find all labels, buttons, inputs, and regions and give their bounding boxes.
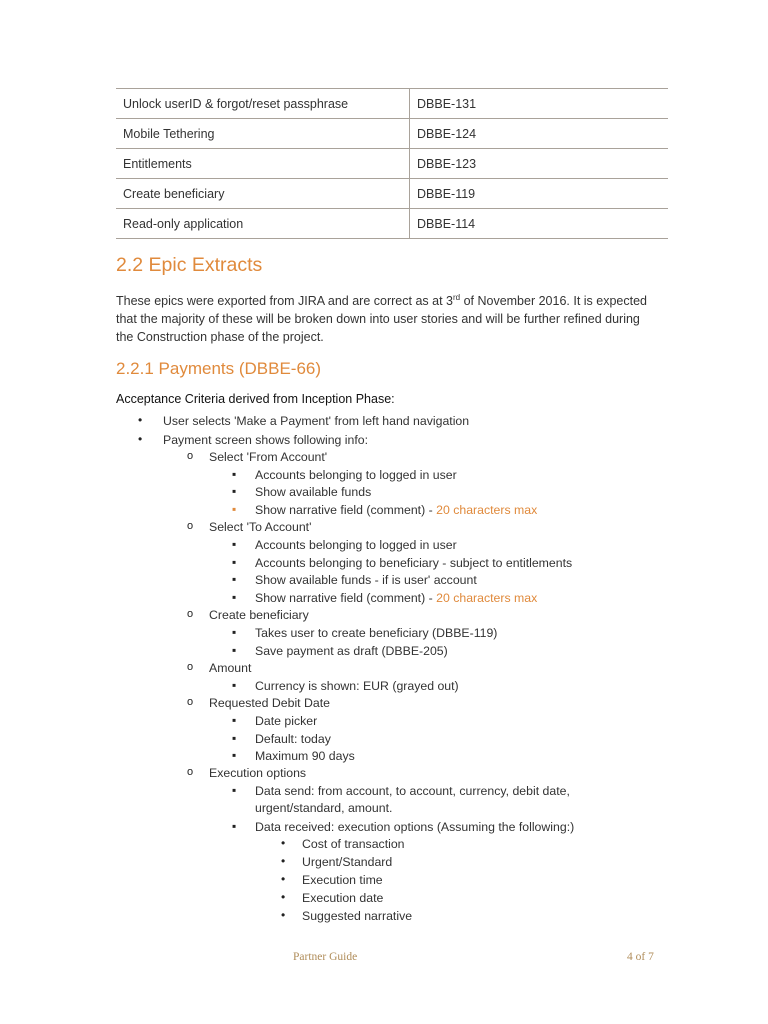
list-bullet xyxy=(232,731,236,745)
list-bullet xyxy=(281,890,285,904)
page-number: 4 of 7 xyxy=(627,951,654,963)
list-bullet xyxy=(232,555,236,569)
list-item: Show available funds xyxy=(255,485,372,499)
character-limit-note: 20 characters max xyxy=(436,503,538,517)
list-item: Select 'From Account' xyxy=(209,450,328,464)
list-bullet xyxy=(232,625,236,639)
list-item: Accounts belonging to logged in user xyxy=(255,538,457,552)
list-item: Urgent/Standard xyxy=(302,855,393,869)
epic-id-cell: DBBE-131 xyxy=(410,89,669,119)
list-bullet xyxy=(232,484,236,498)
table-row xyxy=(116,149,668,179)
epic-name-cell: Create beneficiary xyxy=(116,179,410,209)
subsection-heading: 2.2.1 Payments (DBBE-66) xyxy=(116,359,322,378)
epic-id-cell: DBBE-123 xyxy=(410,149,669,179)
list-bullet xyxy=(232,748,236,762)
list-bullet xyxy=(232,572,236,586)
epic-id-cell: DBBE-124 xyxy=(410,119,669,149)
epic-name-cell: Mobile Tethering xyxy=(116,119,410,149)
list-item: Takes user to create beneficiary (DBBE-119) xyxy=(255,626,498,640)
intro-text: These epics were exported from JIRA and are correct as at 3 xyxy=(116,294,453,308)
list-bullet xyxy=(187,766,193,778)
list-item: Data send: from account, to account, currency, debit date, xyxy=(255,784,570,798)
table-row xyxy=(116,179,668,209)
epic-name-cell: Read-only application xyxy=(116,209,410,239)
list-bullet xyxy=(232,713,236,727)
list-bullet xyxy=(281,854,285,868)
intro-superscript: rd xyxy=(452,292,461,302)
list-bullet xyxy=(232,590,236,604)
list-bullet xyxy=(187,661,193,673)
list-bullet xyxy=(281,908,285,922)
list-item: User selects 'Make a Payment' from left hand navigation xyxy=(163,414,470,428)
list-item: Date picker xyxy=(255,714,318,728)
character-limit-note: 20 characters max xyxy=(436,591,538,605)
list-bullet xyxy=(187,608,193,620)
list-item: Maximum 90 days xyxy=(255,749,355,763)
list-item: Default: today xyxy=(255,732,331,746)
list-bullet xyxy=(187,450,193,462)
list-item xyxy=(255,502,537,520)
list-item: Amount xyxy=(209,661,252,675)
list-bullet xyxy=(187,696,193,708)
list-item: Execution time xyxy=(302,873,383,887)
list-item: Show available funds - if is user' account xyxy=(255,573,477,587)
list-bullet xyxy=(232,783,236,797)
table-row xyxy=(116,119,668,149)
criteria-heading: Acceptance Criteria derived from Inception Phase: xyxy=(116,392,395,406)
list-item: Currency is shown: EUR (grayed out) xyxy=(255,679,459,693)
table-row xyxy=(116,209,668,239)
list-item: Create beneficiary xyxy=(209,608,309,622)
list-bullet xyxy=(281,872,285,886)
list-item: Save payment as draft (DBBE-205) xyxy=(255,644,448,658)
list-bullet xyxy=(187,520,193,532)
section-intro xyxy=(116,292,656,346)
list-item: Suggested narrative xyxy=(302,909,413,923)
epic-id-cell: DBBE-119 xyxy=(410,179,669,209)
list-bullet xyxy=(232,678,236,692)
list-bullet xyxy=(232,537,236,551)
list-bullet xyxy=(232,643,236,657)
list-bullet xyxy=(232,502,236,516)
list-item: Payment screen shows following info: xyxy=(163,433,369,447)
footer-title: Partner Guide xyxy=(293,951,358,963)
epic-name-cell: Entitlements xyxy=(116,149,410,179)
list-item xyxy=(255,590,537,608)
list-item-text: Show narrative field (comment) - xyxy=(255,591,437,605)
epic-id-cell: DBBE-114 xyxy=(410,209,669,239)
list-item: Requested Debit Date xyxy=(209,696,330,710)
list-item: Accounts belonging to logged in user xyxy=(255,468,457,482)
table-row xyxy=(116,89,668,119)
epic-name-cell: Unlock userID & forgot/reset passphrase xyxy=(116,89,410,119)
list-bullet xyxy=(138,432,142,446)
list-item: Cost of transaction xyxy=(302,837,405,851)
list-item: Select 'To Account' xyxy=(209,520,312,534)
list-bullet xyxy=(138,413,142,427)
list-bullet xyxy=(232,819,236,833)
list-item: Accounts belonging to beneficiary - subject to entitlements xyxy=(255,556,573,570)
list-item-text: Show narrative field (comment) - xyxy=(255,503,437,517)
section-heading: 2.2 Epic Extracts xyxy=(116,254,263,276)
intro-text-continued: of November 2016. It is expected that the majority of these will be broken down into user stories and will be further refined during the Construction phase of the project. xyxy=(116,294,648,344)
list-bullet xyxy=(281,836,285,850)
epic-table xyxy=(116,88,668,239)
list-item: Execution options xyxy=(209,766,307,780)
list-item-continuation: urgent/standard, amount. xyxy=(255,801,393,815)
list-bullet xyxy=(232,467,236,481)
list-item: Execution date xyxy=(302,891,384,905)
list-item: Data received: execution options (Assuming the following:) xyxy=(255,820,575,834)
